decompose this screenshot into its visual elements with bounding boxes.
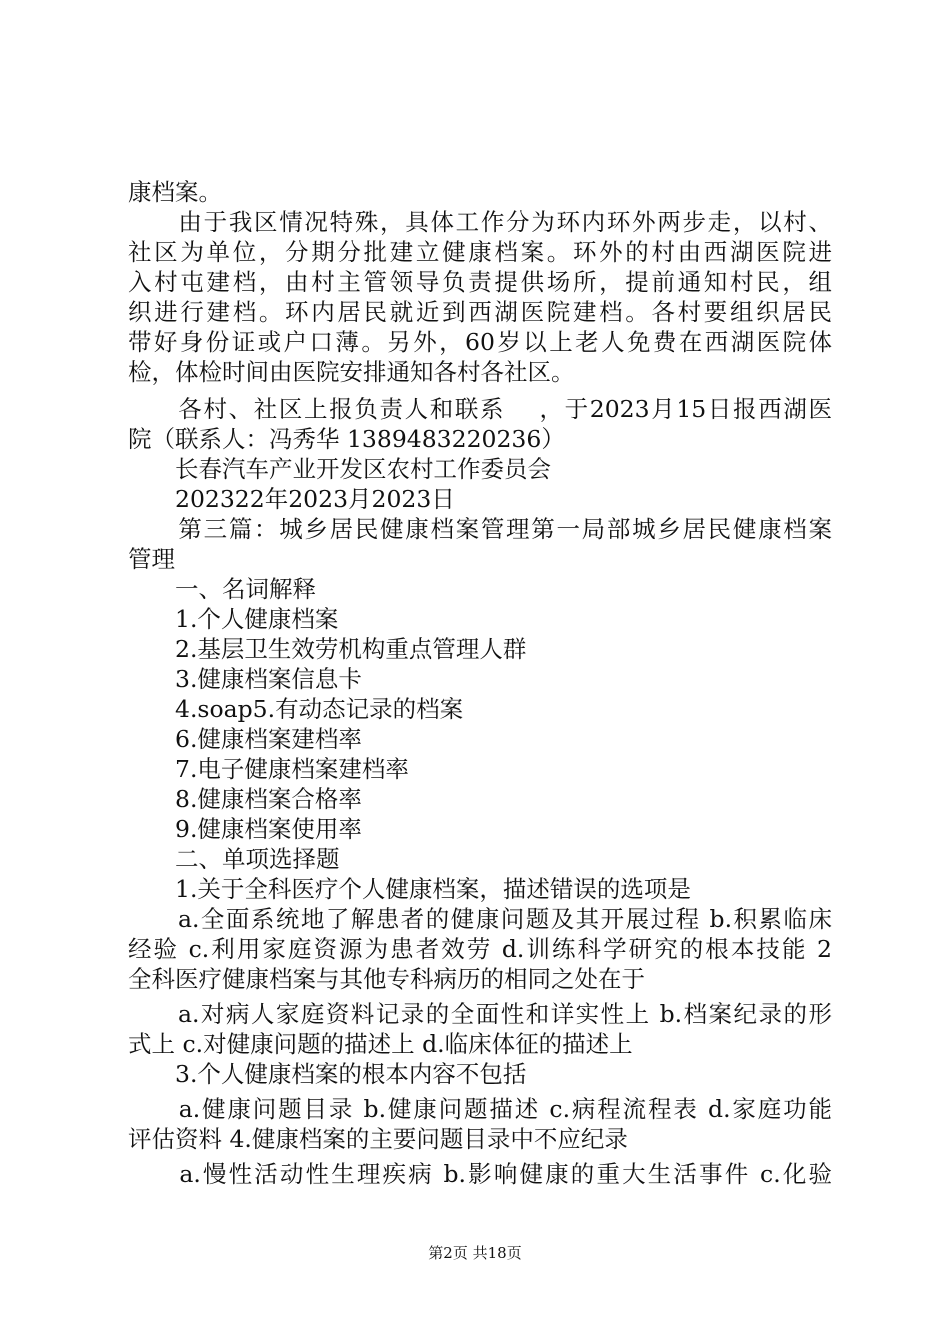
text-line: 2.基层卫生效劳机构重点管理人群 <box>128 635 527 663</box>
text-line: 织进行建档。环内居民就近到西湖医院建档。各村要组织居民 <box>128 298 832 326</box>
text-line: a.对病人家庭资料记录的全面性和详实性上 b.档案纪录的形 <box>128 1000 832 1028</box>
text-line: 4.soap5.有动态记录的档案 <box>128 695 464 723</box>
text-line: 式上 c.对健康问题的描述上 d.临床体征的描述上 <box>128 1030 633 1058</box>
text-line: 各村、社区上报负责人和联系 ，于2023月15日报西湖医 <box>128 395 832 423</box>
text-line: 入村屯建档，由村主管领导负责提供场所，提前通知村民，组 <box>128 268 832 296</box>
page-number-footer: 第2页 共18页 <box>428 1244 522 1262</box>
text-line: 7.电子健康档案建档率 <box>128 755 409 783</box>
text-line: 由于我区情况特殊，具体工作分为环内环外两步走，以村、 <box>128 208 832 236</box>
text-line: 社区为单位，分期分批建立健康档案。环外的村由西湖医院进 <box>128 238 832 266</box>
text-line: 康档案。 <box>128 178 222 206</box>
text-line: 9.健康档案使用率 <box>128 815 362 843</box>
text-line: a.慢性活动性生理疾病 b.影响健康的重大生活事件 c.化验 <box>128 1160 832 1188</box>
text-line: 1.个人健康档案 <box>128 605 339 633</box>
text-line: a.全面系统地了解患者的健康问题及其开展过程 b.积累临床 <box>128 905 832 933</box>
text-line: 3.健康档案信息卡 <box>128 665 362 693</box>
text-line: 评估资料 4.健康档案的主要问题目录中不应纪录 <box>128 1125 628 1153</box>
text-line: 8.健康档案合格率 <box>128 785 362 813</box>
text-line: 3.个人健康档案的根本内容不包括 <box>128 1060 527 1088</box>
text-line: 一、名词解释 <box>128 575 316 603</box>
text-line: a.健康问题目录 b.健康问题描述 c.病程流程表 d.家庭功能 <box>128 1095 832 1123</box>
text-line: 院（联系人：冯秀华 1389483220236） <box>128 425 565 453</box>
text-line: 二、单项选择题 <box>128 845 340 873</box>
text-line: 长春汽车产业开发区农村工作委员会 <box>128 455 551 483</box>
text-line: 6.健康档案建档率 <box>128 725 362 753</box>
text-line: 经验 c.利用家庭资源为患者效劳 d.训练科学研究的根本技能 2 <box>128 935 832 963</box>
text-line: 第三篇：城乡居民健康档案管理第一局部城乡居民健康档案 <box>128 515 832 543</box>
text-line: 带好身份证或户口薄。另外，60岁以上老人免费在西湖医院体 <box>128 328 832 356</box>
text-line: 管理 <box>128 545 175 573</box>
text-line: 全科医疗健康档案与其他专科病历的相同之处在于 <box>128 965 645 993</box>
text-line: 202322年2023月2023日 <box>128 485 455 513</box>
text-line: 检，体检时间由医院安排通知各村各社区。 <box>128 358 575 386</box>
text-line: 1.关于全科医疗个人健康档案，描述错误的选项是 <box>128 875 691 903</box>
